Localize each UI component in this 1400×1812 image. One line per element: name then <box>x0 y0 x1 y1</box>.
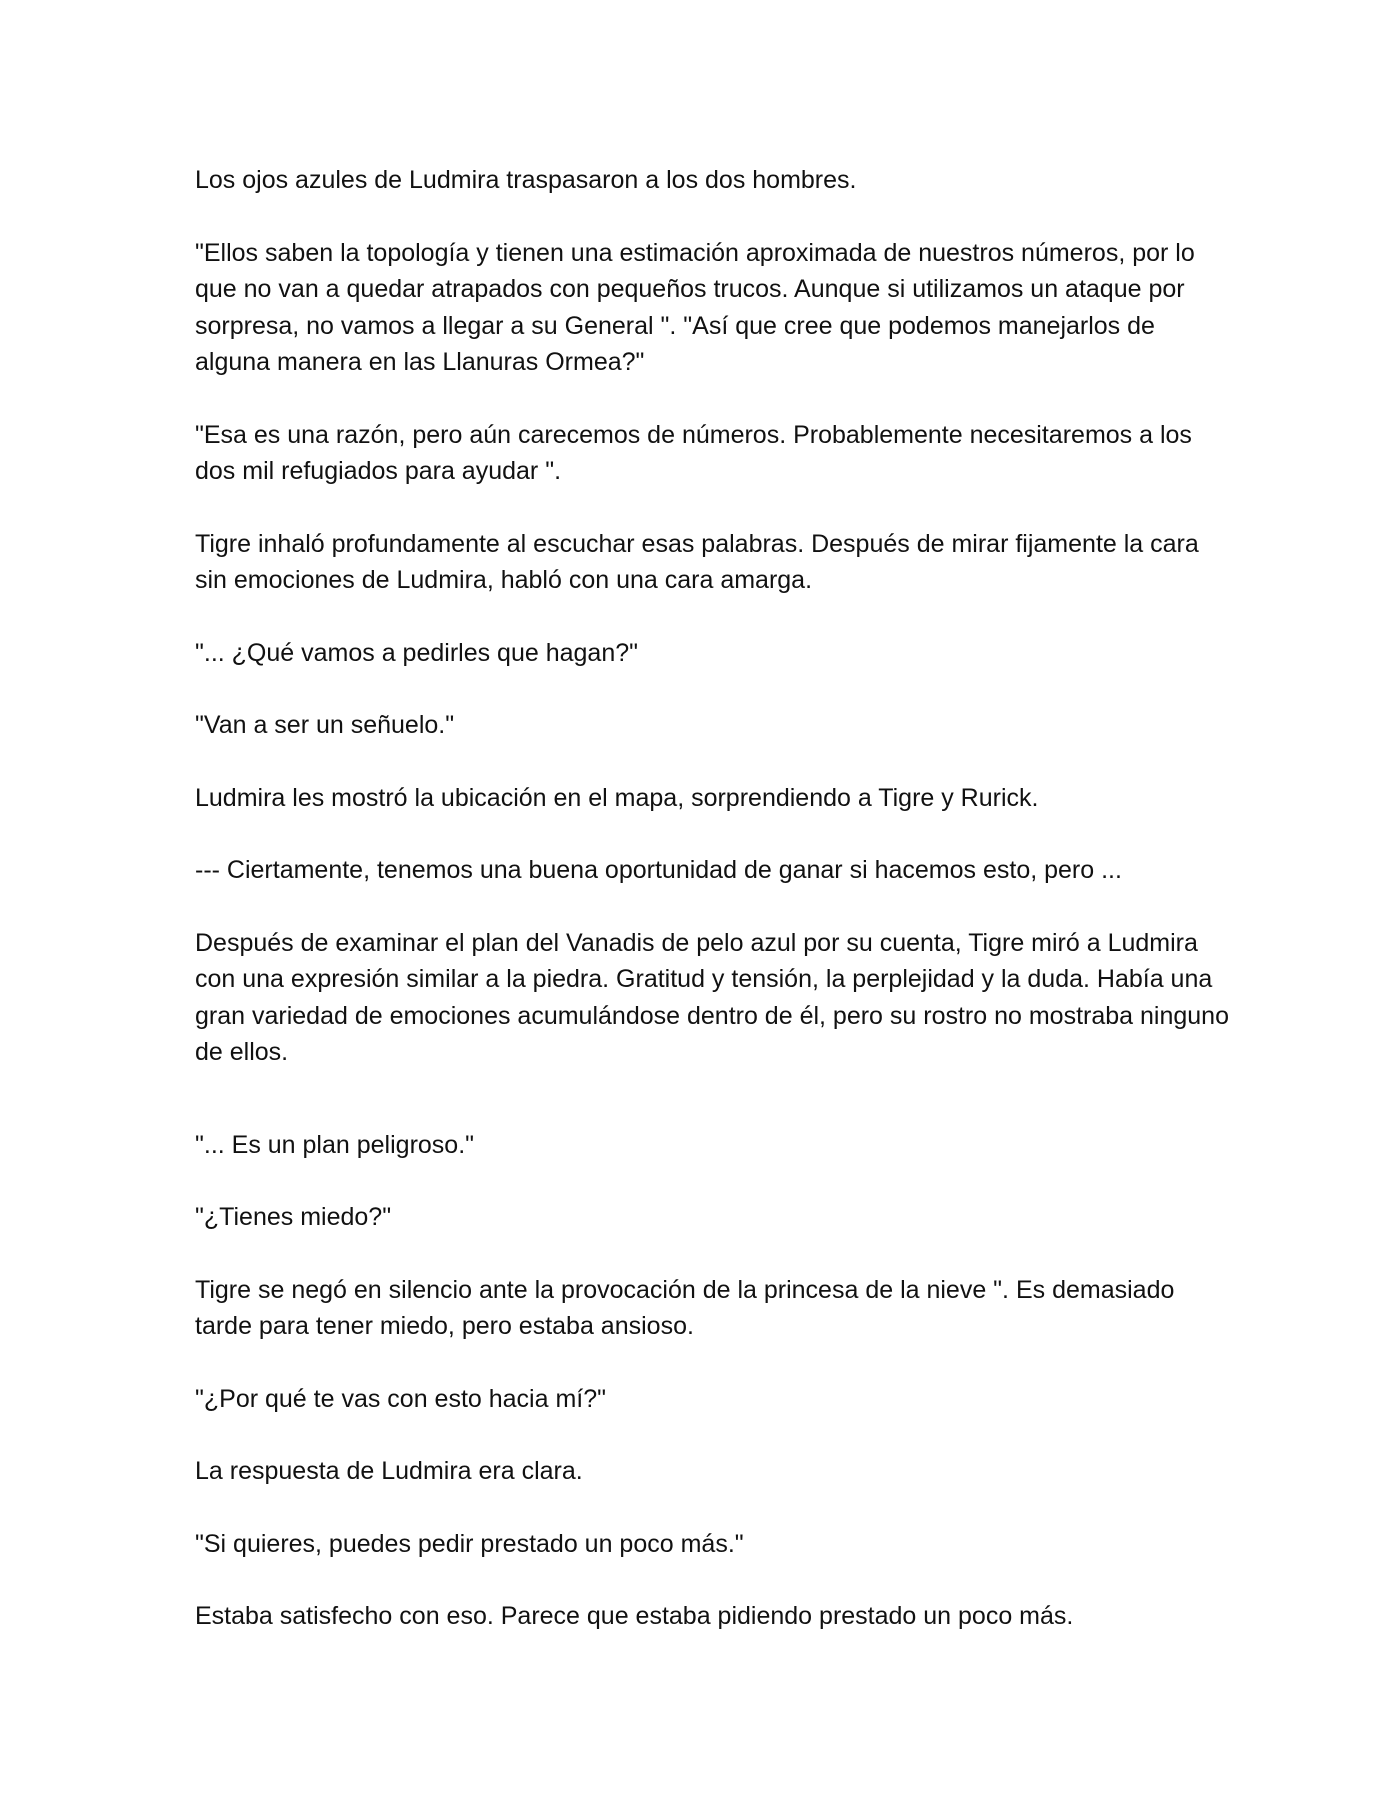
paragraph: Tigre se negó en silencio ante la provocación de la princesa de la nieve ". Es demasiado tarde para tener miedo, pero estaba ansioso. <box>195 1275 1175 1340</box>
paragraph: "¿Tienes miedo?" <box>195 1203 392 1231</box>
paragraph: "... Es un plan peligroso." <box>195 1130 475 1159</box>
paragraph: La respuesta de Ludmira era clara. <box>195 1457 583 1485</box>
paragraph: Estaba satisfecho con eso. Parece que estaba pidiendo prestado un poco más. <box>195 1602 1074 1630</box>
document-body <box>195 162 1235 1671</box>
paragraph: --- Ciertamente, tenemos una buena oportunidad de ganar si hacemos esto, pero ... <box>195 856 1122 884</box>
paragraph: Los ojos azules de Ludmira traspasaron a los dos hombres. <box>195 166 857 194</box>
paragraph: "¿Por qué te vas con esto hacia mí?" <box>195 1384 607 1413</box>
paragraph: "... ¿Qué vamos a pedirles que hagan?" <box>195 638 639 667</box>
paragraph: "Ellos saben la topología y tienen una estimación aproximada de nuestros números, por lo que no van a quedar atrapados con pequeños trucos. Aunque si utilizamos un ataque por sorpresa, no vamos a llegar a su General ". "Así que cree que podemos manejarlos de alguna manera en las Llanuras Ormea?" <box>195 238 1195 376</box>
paragraph: "Esa es una razón, pero aún carecemos de números. Probablemente necesitaremos a los dos mil refugiados para ayudar ". <box>195 420 1192 485</box>
paragraph: "Van a ser un señuelo." <box>195 711 455 739</box>
paragraph: Ludmira les mostró la ubicación en el mapa, sorprendiendo a Tigre y Rurick. <box>195 783 1039 812</box>
paragraph: Después de examinar el plan del Vanadis de pelo azul por su cuenta, Tigre miró a Ludmira con una expresión similar a la piedra. Gratitud y tensión, la perplejidad y la duda. Había una gran variedad de emociones acumulándose dentro de él, pero su rostro no mostraba ninguno de ellos. <box>195 928 1229 1066</box>
paragraph: "Si quieres, puedes pedir prestado un poco más." <box>195 1529 744 1558</box>
paragraph: Tigre inhaló profundamente al escuchar esas palabras. Después de mirar fijamente la cara sin emociones de Ludmira, habló con una cara amarga. <box>195 529 1199 594</box>
